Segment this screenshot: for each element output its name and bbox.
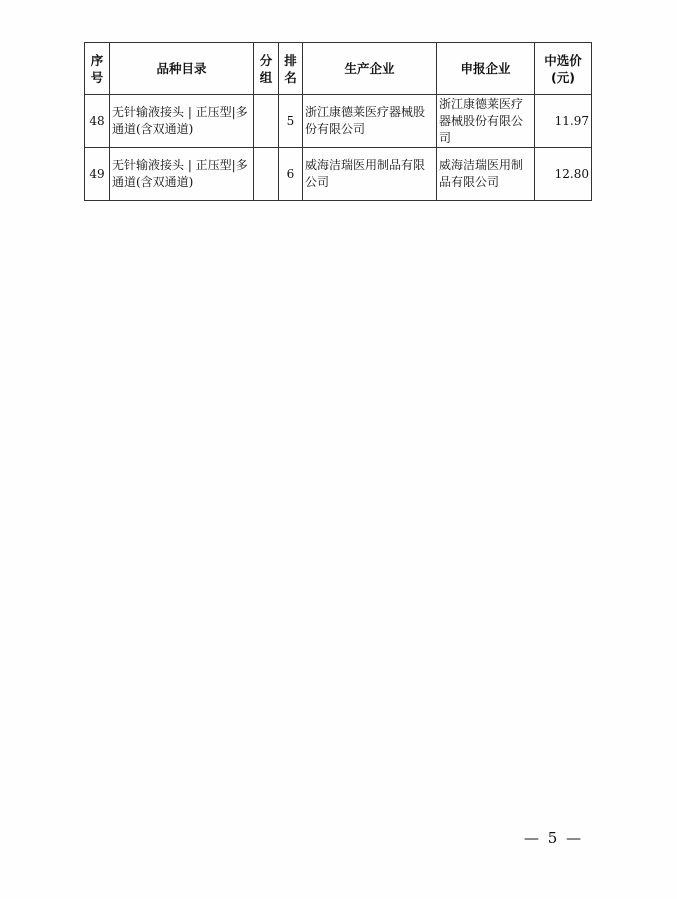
table-row — [85, 148, 592, 201]
header-seq: 序号 — [85, 43, 110, 95]
table-header-row — [85, 43, 592, 95]
bid-results-table — [84, 42, 592, 201]
cell-producer: 浙江康德莱医疗器械股份有限公司 — [303, 95, 437, 148]
table-row — [85, 95, 592, 148]
cell-rank: 6 — [279, 148, 303, 201]
header-rank: 排名 — [279, 43, 303, 95]
cell-applicant: 浙江康德莱医疗器械股份有限公司 — [437, 95, 535, 148]
header-producer: 生产企业 — [303, 43, 437, 95]
cell-rank: 5 — [279, 95, 303, 148]
header-group: 分组 — [254, 43, 279, 95]
cell-catalog: 无针输液接头 | 正压型|多通道(含双通道) — [110, 148, 254, 201]
cell-seq: 49 — [85, 148, 110, 201]
header-price: 中选价(元) — [535, 43, 592, 95]
cell-applicant: 威海洁瑞医用制品有限公司 — [437, 148, 535, 201]
cell-group — [254, 148, 279, 201]
cell-catalog: 无针输液接头 | 正压型|多通道(含双通道) — [110, 95, 254, 148]
page-number: — 5 — — [524, 829, 584, 847]
cell-price: 12.80 — [535, 148, 592, 201]
header-catalog: 品种目录 — [110, 43, 254, 95]
cell-producer: 威海洁瑞医用制品有限公司 — [303, 148, 437, 201]
cell-group — [254, 95, 279, 148]
header-applicant: 申报企业 — [437, 43, 535, 95]
cell-price: 11.97 — [535, 95, 592, 148]
cell-seq: 48 — [85, 95, 110, 148]
